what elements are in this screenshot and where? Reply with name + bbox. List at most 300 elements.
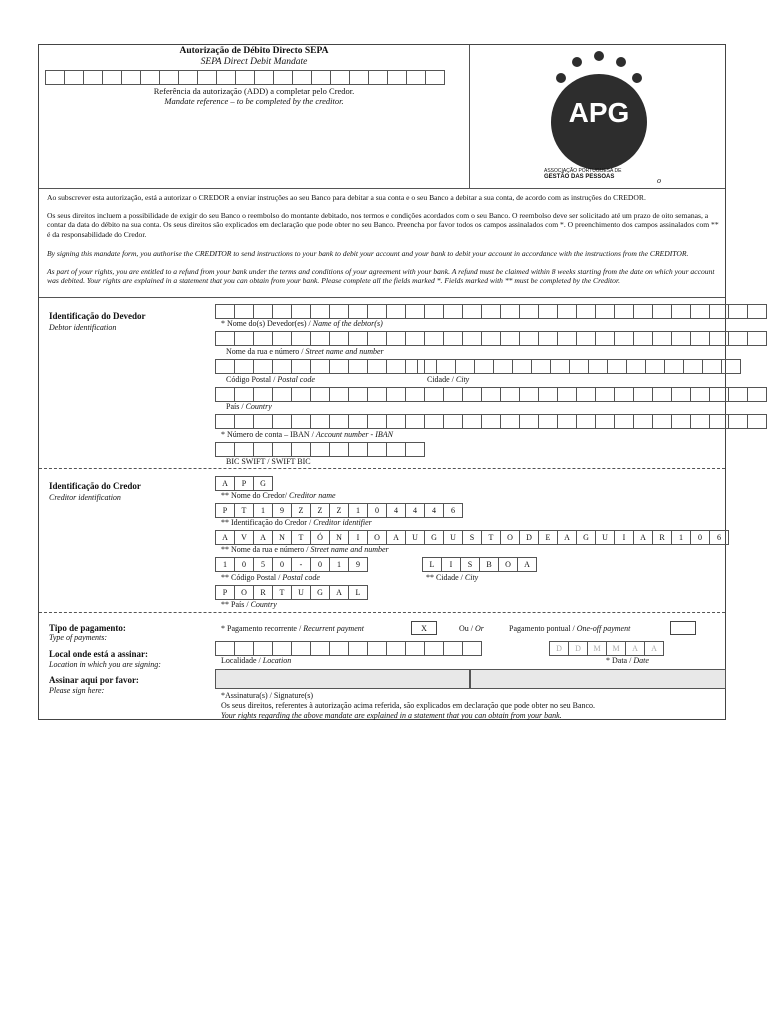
char-cell [291,304,311,319]
char-cell: 0 [367,503,387,518]
char-cell [45,70,65,85]
char-cell [728,387,748,402]
char-cell: U [595,530,615,545]
char-cell [557,304,577,319]
char-cell [424,641,444,656]
creditor-heading: Identificação do Credor [49,481,141,491]
mandate-ref-label-en: Mandate reference – to be completed by the creditor. [164,96,344,106]
char-cell [481,331,501,346]
char-cell [652,304,672,319]
char-cell [348,414,368,429]
char-cell: A [644,641,664,656]
creditor-country-label: ** País / Country [221,600,277,609]
char-cell [291,331,311,346]
intro-pt-2: Os seus direitos incluem a possibilidade de exigir do seu Banco o reembolso do montante debitado, nos termos e condições acordados com o seu Banco. O reembolso deve ser solicitado até um prazo de oito semanas, a contar da data do débito na sua conta. Os seus direitos são explicados em declaração que pode obter no seu Banco. Preencha por favor todos os campos assinalados com *. O preenchimento dos campos assinalados com ** é da responsabilidade do Credor. [47,211,719,239]
char-cell: O [234,585,254,600]
oneoff-label: Pagamento pontual / One-off payment [509,624,631,633]
debtor-iban-field[interactable] [215,414,766,429]
char-cell: 6 [443,503,463,518]
char-cell [348,304,368,319]
char-cell [387,70,407,85]
char-cell [595,387,615,402]
debtor-name-field[interactable] [215,304,766,319]
char-cell [633,304,653,319]
char-cell: G [253,476,273,491]
char-cell [349,70,369,85]
oneoff-checkbox[interactable] [670,621,696,635]
char-cell [690,387,710,402]
char-cell: 4 [405,503,425,518]
char-cell: 1 [329,557,349,572]
debtor-street-label: Nome da rua e número / Street name and number [226,347,384,356]
char-cell [253,414,273,429]
char-cell: M [587,641,607,656]
char-cell [367,387,387,402]
char-cell [234,331,254,346]
char-cell: M [606,641,626,656]
char-cell [709,304,729,319]
char-cell [550,359,570,374]
char-cell [234,641,254,656]
creditor-heading-en: Creditor identification [49,493,121,502]
recurrent-label: * Pagamento recorrente / Recurrent payment [221,624,364,633]
char-cell: 9 [348,557,368,572]
char-cell [443,304,463,319]
char-cell [493,359,513,374]
char-cell: E [538,530,558,545]
debtor-iban-label: * Número de conta – IBAN / Account number - IBAN [221,430,393,439]
char-cell [462,331,482,346]
char-cell: A [253,530,273,545]
char-cell [178,70,198,85]
char-cell [595,331,615,346]
char-cell: S [460,557,480,572]
debtor-name-label: * Nome do(s) Devedor(es) / Name of the debtor(s) [221,319,383,328]
char-cell: A [386,530,406,545]
signature-label: *Assinatura(s) / Signature(s) [221,691,313,700]
char-cell [671,304,691,319]
char-cell [588,359,608,374]
char-cell: Z [329,503,349,518]
char-cell [614,414,634,429]
char-cell [292,70,312,85]
char-cell [329,304,349,319]
char-cell [709,414,729,429]
creditor-country-field [215,585,367,600]
char-cell [576,331,596,346]
char-cell: O [367,530,387,545]
char-cell [443,387,463,402]
char-cell [215,331,235,346]
char-cell [253,641,273,656]
char-cell [310,387,330,402]
char-cell [367,304,387,319]
char-cell [531,359,551,374]
char-cell [747,331,767,346]
sign-heading: Assinar aqui por favor: [49,675,139,685]
form-title: Autorização de Débito Directo SEPA [179,46,329,56]
char-cell: 1 [671,530,691,545]
char-cell [557,387,577,402]
debtor-city-field[interactable] [417,359,740,374]
char-cell [386,304,406,319]
intro-pt-1: Ao subscrever esta autorização, está a autorizar o CREDOR a enviar instruções ao seu Banco para debitar a sua conta e o seu Banco a debitar a sua conta, de acordo com as instruções do CREDOR. [47,193,646,202]
location-heading: Local onde está a assinar: [49,649,148,659]
char-cell [405,387,425,402]
char-cell: Ó [310,530,330,545]
char-cell [235,70,255,85]
char-cell [633,331,653,346]
char-cell: R [253,585,273,600]
char-cell [614,304,634,319]
payment-heading-en: Type of payments: [49,633,108,642]
char-cell [709,331,729,346]
char-cell [367,359,387,374]
char-cell [519,414,539,429]
char-cell [607,359,627,374]
debtor-heading-en: Debtor identification [49,323,117,332]
logo-text: APG [568,97,630,128]
char-cell [215,414,235,429]
char-cell [253,331,273,346]
char-cell [367,414,387,429]
char-cell [272,387,292,402]
char-cell [329,331,349,346]
char-cell [595,304,615,319]
char-cell: T [481,530,501,545]
creditor-id-label: ** Identificação do Credor / Creditor identifier [221,518,372,527]
char-cell [424,304,444,319]
char-cell [519,331,539,346]
char-cell: V [234,530,254,545]
char-cell [462,304,482,319]
char-cell: O [498,557,518,572]
char-cell: 4 [386,503,406,518]
debtor-postal-label: Código Postal / Postal code [226,375,315,384]
char-cell [683,359,703,374]
char-cell [310,331,330,346]
char-cell [747,304,767,319]
char-cell [436,359,456,374]
mandate-reference-field[interactable] [45,70,444,85]
char-cell [253,442,273,457]
char-cell [215,442,235,457]
char-cell [272,442,292,457]
char-cell: - [291,557,311,572]
char-cell [417,359,437,374]
mandate-ref-label: Referência da autorização (ADD) a completar pelo Credor. [153,86,355,96]
creditor-postal-label: ** Código Postal / Postal code [221,573,320,582]
char-cell: B [479,557,499,572]
or-label: Ou / Or [459,624,484,633]
recurrent-checkbox[interactable]: X [411,621,437,635]
char-cell [569,359,589,374]
char-cell: U [443,530,463,545]
char-cell [348,442,368,457]
char-cell [405,641,425,656]
char-cell [348,331,368,346]
char-cell: R [652,530,672,545]
char-cell [576,387,596,402]
creditor-street-field [215,530,728,545]
signature-note-en: Your rights regarding the above mandate are explained in a statement that you can obtain from your bank. [221,711,562,720]
char-cell [234,304,254,319]
debtor-bic-field[interactable] [215,442,424,457]
char-cell [557,414,577,429]
char-cell [424,414,444,429]
char-cell [443,331,463,346]
char-cell [671,414,691,429]
char-cell [310,414,330,429]
char-cell: I [348,530,368,545]
logo-subtitle-1: ASSOCIAÇÃO PORTUGUESA DE [544,168,622,174]
char-cell [386,387,406,402]
char-cell [633,414,653,429]
debtor-bic-label: BIC SWIFT / SWIFT BIC [226,457,311,466]
char-cell [645,359,665,374]
char-cell [140,70,160,85]
char-cell [386,414,406,429]
char-cell [253,304,273,319]
char-cell [405,331,425,346]
char-cell [197,70,217,85]
char-cell [310,304,330,319]
char-cell [348,359,368,374]
char-cell [386,641,406,656]
char-cell [462,414,482,429]
char-cell: P [215,503,235,518]
char-cell: A [329,585,349,600]
char-cell [500,304,520,319]
location-field[interactable] [215,641,481,656]
char-cell: A [633,530,653,545]
char-cell: D [568,641,588,656]
char-cell [215,641,235,656]
char-cell [652,414,672,429]
char-cell [481,387,501,402]
logo-mark: o [657,176,661,185]
char-cell [272,304,292,319]
date-label: * Data / Date [606,656,649,665]
form-subtitle: SEPA Direct Debit Mandate [200,57,308,67]
char-cell: 1 [215,557,235,572]
char-cell: T [291,530,311,545]
char-cell [405,304,425,319]
char-cell [519,304,539,319]
char-cell [500,414,520,429]
signature-area-1[interactable] [215,669,470,689]
intro-en-2: As part of your rights, you are entitled to a refund from your bank under the terms and conditions of your agreement with your bank. A refund must be claimed within 8 weeks starting from the date on which your account was debited. Your rights are explained in a statement that you can obtain from your bank. Please complete all the fields marked *. Fields marked with ** must be completed by the Creditor. [47,267,715,286]
char-cell [216,70,236,85]
char-cell: I [441,557,461,572]
char-cell [405,414,425,429]
sign-heading-en: Please sign here: [49,686,105,695]
char-cell: P [234,476,254,491]
char-cell [576,304,596,319]
char-cell: 9 [272,503,292,518]
char-cell [291,359,311,374]
location-heading-en: Location in which you are signing: [49,660,161,669]
char-cell [747,387,767,402]
char-cell [311,70,331,85]
char-cell: A [557,530,577,545]
char-cell: O [500,530,520,545]
char-cell [405,442,425,457]
intro-en-1: By signing this mandate form, you authorise the CREDITOR to send instructions to your bank to debit your account and your bank to debit your account in accordance with the instructions from the CREDITOR. [47,249,689,258]
debtor-city-label: Cidade / City [427,375,470,384]
char-cell [721,359,741,374]
char-cell [500,387,520,402]
char-cell [614,387,634,402]
char-cell [709,387,729,402]
creditor-city-field [422,557,536,572]
char-cell [253,387,273,402]
char-cell: L [422,557,442,572]
char-cell: A [517,557,537,572]
char-cell: 5 [253,557,273,572]
char-cell [462,641,482,656]
payment-heading: Tipo de pagamento: [49,623,126,633]
char-cell [368,70,388,85]
char-cell [538,414,558,429]
char-cell [310,442,330,457]
char-cell [626,359,646,374]
char-cell [747,414,767,429]
char-cell [406,70,426,85]
char-cell [576,414,596,429]
char-cell [671,331,691,346]
debtor-country-label: País / Country [226,402,272,411]
char-cell: A [625,641,645,656]
char-cell [424,387,444,402]
char-cell [538,387,558,402]
char-cell: N [329,530,349,545]
char-cell [652,387,672,402]
debtor-postal-field[interactable] [215,359,424,374]
char-cell: S [462,530,482,545]
char-cell: Z [310,503,330,518]
char-cell: U [405,530,425,545]
char-cell: P [215,585,235,600]
char-cell: 0 [272,557,292,572]
char-cell [291,641,311,656]
signature-area-2[interactable] [470,669,726,689]
char-cell: U [291,585,311,600]
char-cell [291,414,311,429]
debtor-heading: Identificação do Devedor [49,311,146,321]
char-cell: D [519,530,539,545]
char-cell [329,414,349,429]
char-cell: 4 [424,503,444,518]
char-cell [455,359,475,374]
char-cell [272,331,292,346]
char-cell [253,359,273,374]
char-cell [443,414,463,429]
char-cell [367,331,387,346]
creditor-id-field [215,503,462,518]
char-cell: I [614,530,634,545]
char-cell [538,331,558,346]
creditor-street-label: ** Nome da rua e número / Street name and number [221,545,389,554]
char-cell [329,442,349,457]
char-cell [652,331,672,346]
char-cell [690,304,710,319]
char-cell [690,331,710,346]
char-cell: T [272,585,292,600]
debtor-name-field-2[interactable] [215,331,766,346]
char-cell [557,331,577,346]
char-cell [348,641,368,656]
char-cell [330,70,350,85]
char-cell [234,387,254,402]
char-cell [329,387,349,402]
char-cell: 0 [310,557,330,572]
char-cell: 0 [234,557,254,572]
char-cell [462,387,482,402]
char-cell: G [310,585,330,600]
char-cell [386,359,406,374]
char-cell [234,414,254,429]
char-cell [424,331,444,346]
creditor-name-label: ** Nome do Credor/ Creditor name [221,491,336,500]
char-cell [291,442,311,457]
char-cell: A [215,530,235,545]
char-cell [474,359,494,374]
char-cell [348,387,368,402]
char-cell: L [348,585,368,600]
char-cell [215,304,235,319]
char-cell [159,70,179,85]
creditor-city-label: ** Cidade / City [426,573,479,582]
char-cell [519,387,539,402]
char-cell [291,387,311,402]
char-cell [83,70,103,85]
char-cell: G [576,530,596,545]
char-cell: N [272,530,292,545]
creditor-name-field [215,476,272,491]
char-cell [633,387,653,402]
char-cell [702,359,722,374]
char-cell [538,304,558,319]
char-cell [329,641,349,656]
char-cell: 1 [348,503,368,518]
creditor-postal-field [215,557,367,572]
char-cell [272,641,292,656]
char-cell [254,70,274,85]
signature-note-pt: Os seus direitos, referentes à autorização acima referida, são explicados em declaração que pode obter no seu Banco. [221,701,596,710]
char-cell [121,70,141,85]
date-field[interactable] [549,641,663,656]
char-cell [386,442,406,457]
location-label: Localidade / Location [221,656,292,665]
char-cell [367,442,387,457]
char-cell [443,641,463,656]
char-cell [481,304,501,319]
char-cell [728,304,748,319]
char-cell [310,359,330,374]
char-cell [671,387,691,402]
char-cell: 1 [253,503,273,518]
apg-logo [544,50,654,180]
char-cell [728,414,748,429]
char-cell: G [424,530,444,545]
char-cell [425,70,445,85]
debtor-country-field[interactable] [215,387,766,402]
char-cell [102,70,122,85]
char-cell: A [215,476,235,491]
char-cell [234,359,254,374]
char-cell [664,359,684,374]
